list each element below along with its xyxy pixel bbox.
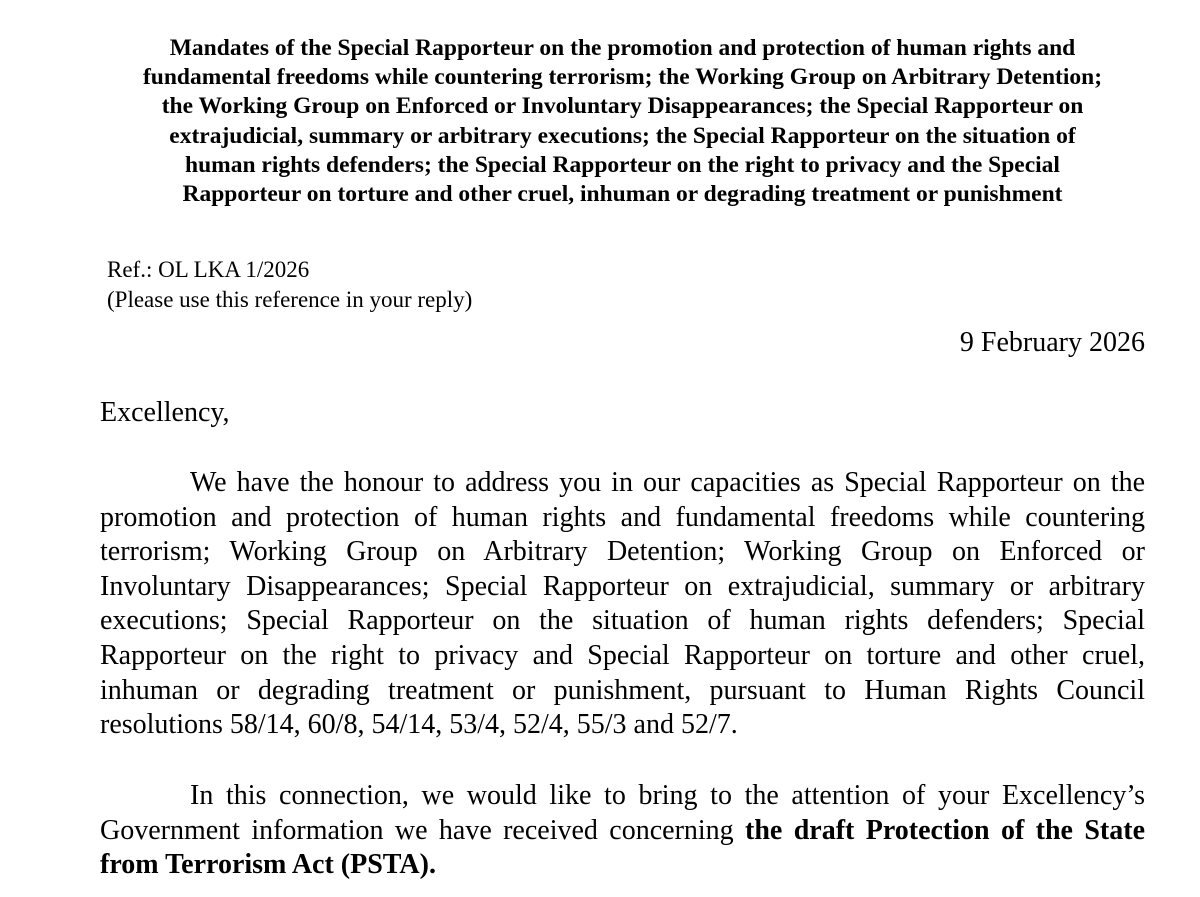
psta-bold-reference: the draft Protection of the State from Terrorism Act (PSTA). xyxy=(100,814,1145,881)
reference-note: (Please use this reference in your reply) xyxy=(107,286,473,312)
mandates-line: the Working Group on Enforced or Involuntary Disappearances; the Special Rapporteur on xyxy=(161,93,1084,120)
mandates-line: fundamental freedoms while countering terrorism; the Working Group on Arbitrary Detention; xyxy=(142,64,1103,91)
mandates-heading xyxy=(100,34,1145,209)
reference-number: Ref.: OL LKA 1/2026 xyxy=(107,257,310,282)
reference-block xyxy=(107,255,472,314)
mandates-line: human rights defenders; the Special Rapporteur on the right to privacy and the Special xyxy=(185,151,1060,178)
paragraph-2-text: In this connection, we would like to bring to the attention of your Excellency’s Government information we have received concerning xyxy=(100,780,1145,846)
mandates-line: extrajudicial, summary or arbitrary executions; the Special Rapporteur on the situation of xyxy=(169,122,1076,149)
salutation: Excellency, xyxy=(100,397,230,428)
mandates-line: Rapporteur on torture and other cruel, inhuman or degrading treatment or punishment xyxy=(182,181,1063,208)
body-paragraph-2 xyxy=(100,779,1145,883)
letter-date: 9 February 2026 xyxy=(959,327,1145,358)
body-paragraph-1: We have the honour to address you in our capacities as Special Rapporteur on the promotion and protection of human rights and fundamental freedoms while countering terrorism; Working Group on Arbitrary Detention; Working Group on Enforced or Involuntary Disappearances; Special Rapporteur on extrajudicial, summary or arbitrary executions; Special Rapporteur on the situation of human rights defenders; Special Rapporteur on the right to privacy and Special Rapporteur on torture and other cruel, inhuman or degrading treatment or punishment, pursuant to Human Rights Council resolutions 58/14, 60/8, 54/14, 53/4, 52/4, 55/3 and 52/7. xyxy=(100,467,1145,741)
mandates-line: Mandates of the Special Rapporteur on the promotion and protection of human rights and xyxy=(169,35,1076,61)
